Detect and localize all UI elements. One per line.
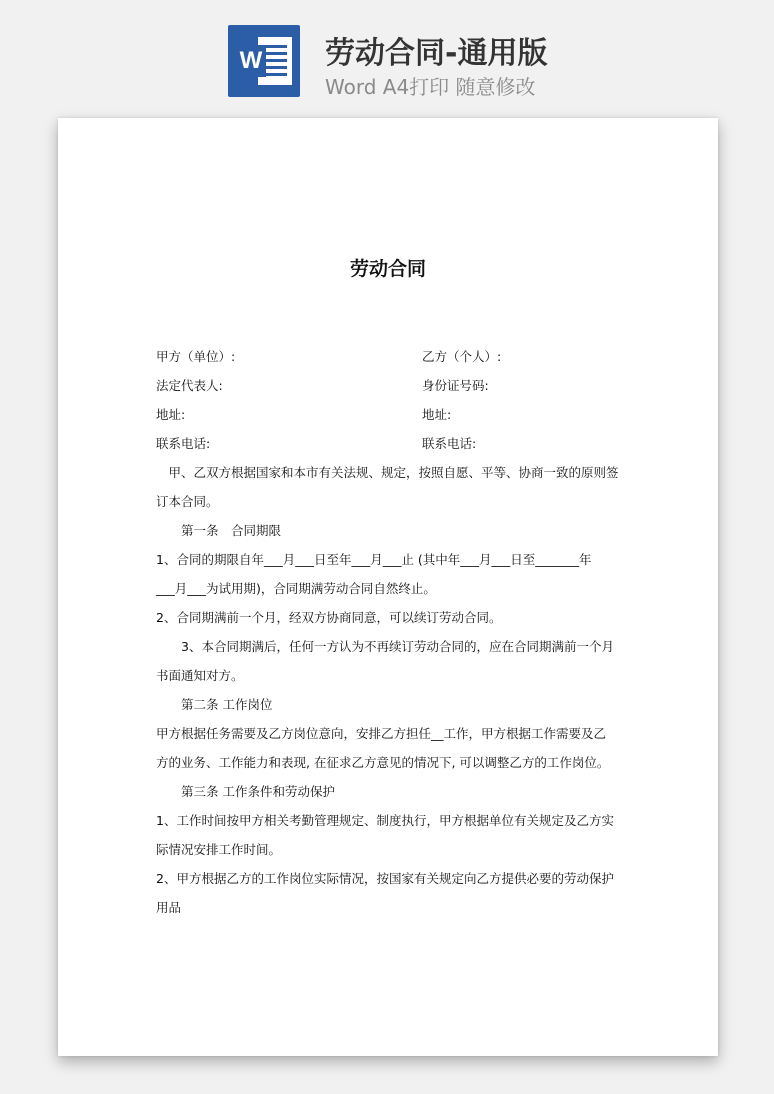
page-title: 劳动合同-通用版 (325, 36, 548, 71)
word-letter: W (236, 45, 266, 77)
party-a-unit: 甲方（单位）: (156, 349, 236, 364)
document-page (58, 118, 718, 1056)
body-line: 甲、乙双方根据国家和本市有关法规、规定，按照自愿、平等、协商一致的原则签 (156, 465, 619, 480)
page-subtitle: Word A4打印 随意修改 (325, 75, 536, 99)
word-icon (228, 25, 300, 97)
body-line: 1、合同的期限自年___月___日至年___月___止 (其中年___月___日至_______年 (156, 552, 592, 567)
body-line: 第二条 工作岗位 (156, 697, 273, 712)
body-line: 第三条 工作条件和劳动保护 (156, 784, 335, 799)
party-b-address: 地址: (422, 407, 452, 422)
body-line: 3、本合同期满后，任何一方认为不再续订劳动合同的，应在合同期满前一个月 (156, 639, 614, 654)
body-line: 方的业务、工作能力和表现, 在征求乙方意见的情况下, 可以调整乙方的工作岗位。 (156, 755, 610, 770)
body-line: 2、合同期满前一个月，经双方协商同意，可以续订劳动合同。 (156, 610, 502, 625)
party-a-legal-rep: 法定代表人: (156, 378, 223, 393)
header (0, 0, 774, 120)
body-line: 2、甲方根据乙方的工作岗位实际情况，按国家有关规定向乙方提供必要的劳动保护 (156, 871, 614, 886)
body-line: 1、工作时间按甲方相关考勤管理规定、制度执行，甲方根据单位有关规定及乙方实 (156, 813, 614, 828)
document-title: 劳动合同 (349, 258, 426, 280)
party-b-id: 身份证号码: (422, 378, 489, 393)
body-line: 订本合同。 (156, 494, 219, 509)
body-line: 用品 (156, 900, 182, 915)
watermark (89, 471, 106, 496)
body-line: 际情况安排工作时间。 (156, 842, 282, 857)
party-b-phone: 联系电话: (422, 436, 477, 451)
party-b-person: 乙方（个人）: (422, 349, 502, 364)
body-line: 甲方根据任务需要及乙方岗位意向，安排乙方担任__工作，甲方根据工作需要及乙 (156, 726, 607, 741)
body-line: 第一条 合同期限 (156, 523, 282, 538)
party-a-address: 地址: (156, 407, 186, 422)
body-line: 书面通知对方。 (156, 668, 244, 683)
party-a-phone: 联系电话: (156, 436, 211, 451)
body-line: ___月___为试用期)，合同期满劳动合同自然终止。 (156, 581, 436, 596)
